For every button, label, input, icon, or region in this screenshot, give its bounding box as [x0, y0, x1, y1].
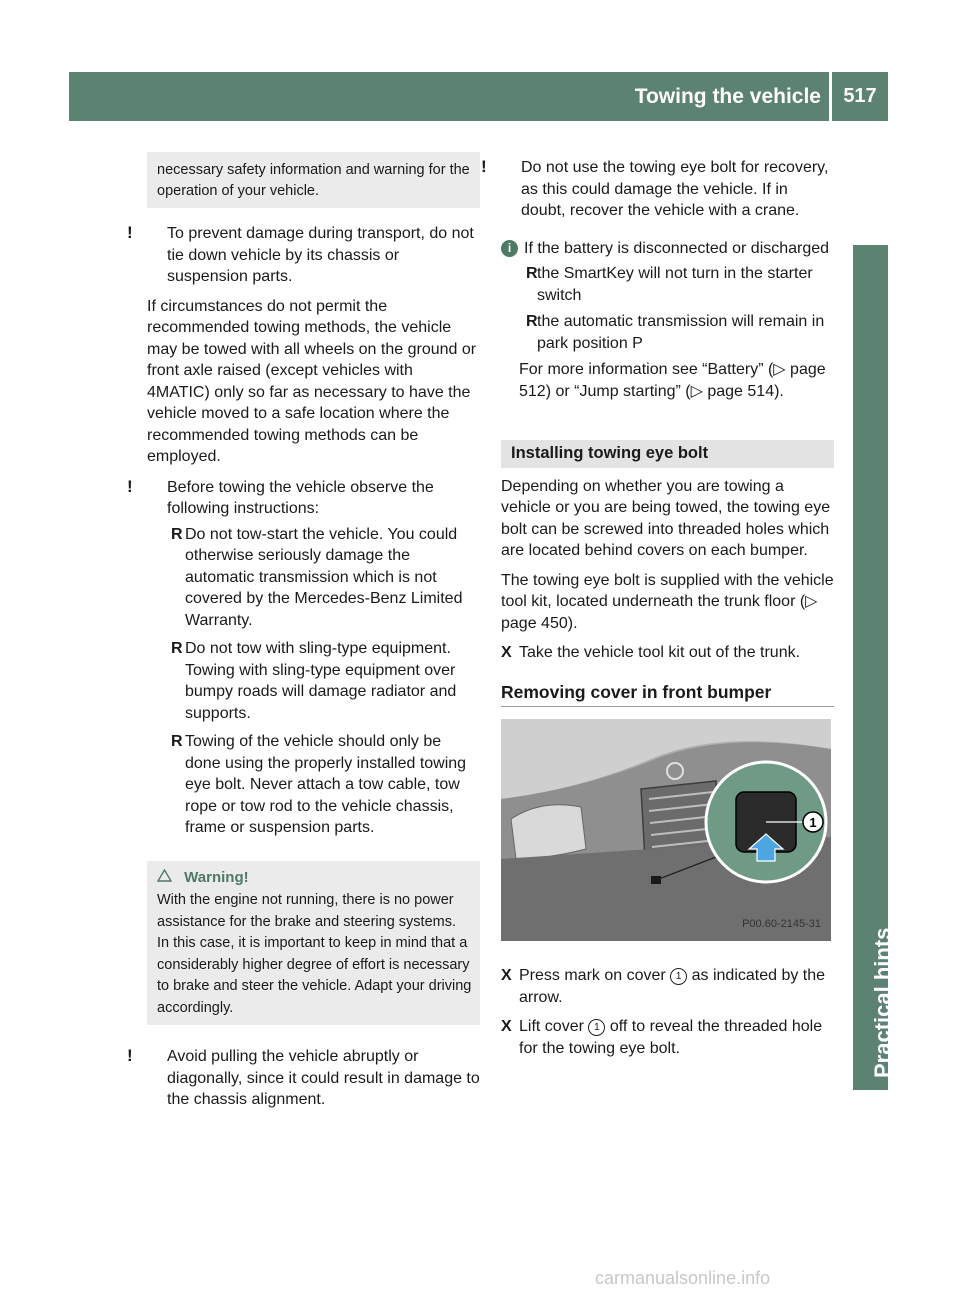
bullet-icon: R: [171, 640, 183, 657]
step-marker-icon: X: [501, 644, 512, 661]
step-take-tool-kit: X Take the vehicle tool kit out of the trunk.: [501, 642, 834, 664]
left-column: [127, 152, 480, 1119]
bullet-icon: R: [526, 265, 538, 282]
warning-heading: Warning!: [157, 867, 472, 889]
side-tab-label: Practical hints: [870, 927, 895, 1078]
info-list: [501, 263, 834, 402]
callout-1-icon: 1: [670, 968, 687, 985]
page-title: Towing the vehicle: [634, 85, 821, 108]
bullet-icon: R: [171, 733, 183, 750]
bumper-photo: [501, 719, 831, 941]
bullet-icon: R: [526, 313, 538, 330]
page-number: 517: [843, 85, 877, 107]
section-heading: Installing towing eye bolt: [501, 440, 834, 468]
caution-pulling: ! Avoid pulling the vehicle abruptly or diagonally, since it could result in damage to the chassis alignment.: [127, 1046, 480, 1108]
car-front-illustration: [501, 719, 831, 941]
step-press-mark: X Press mark on cover 1 as indicated by the arrow.: [501, 967, 826, 1006]
warning-box: [147, 861, 480, 1026]
exclamation-icon: !: [127, 1046, 133, 1065]
list-item: R Towing of the vehicle should only be done using the properly installed towing eye bolt. Never attach a tow cable, tow rope or tow rod to the vehicle chassis, frame or suspension parts.: [171, 733, 467, 836]
watermark: carmanualsonline.info: [595, 1268, 771, 1288]
note-box: necessary safety information and warning for the operation of your vehicle.: [147, 152, 480, 208]
step-lift-cover: X Lift cover 1 off to reveal the threaded hole for the towing eye bolt.: [501, 1018, 823, 1057]
right-column: [481, 156, 834, 1067]
step-marker-icon: X: [501, 1018, 512, 1035]
list-item: Rthe SmartKey will not turn in the starter switch: [526, 265, 813, 304]
list-item: Rthe automatic transmission will remain in park position P: [526, 313, 825, 352]
info-battery: i If the battery is disconnected or discharged: [501, 238, 834, 260]
photo-callout-1: 1: [809, 815, 817, 830]
warning-text: With the engine not running, there is no power assistance for the brake and steering systems. In this case, it is important to keep in mind that a considerably higher degree of effort is necessary to brake and steer the vehicle. Adapt your driving accordingly.: [157, 892, 472, 1016]
caution-transport: ! To prevent damage during transport, do not tie down vehicle by its chassis or suspension parts.: [127, 223, 474, 285]
tool-kit-paragraph: The towing eye bolt is supplied with the vehicle tool kit, located underneath the trunk floor (▷ page 450).: [501, 571, 834, 632]
list-item: R Do not tow with sling-type equipment. Towing with sling-type equipment over bumpy roads will damage radiator and supports.: [171, 640, 457, 722]
warning-triangle-icon: [157, 869, 176, 886]
callout-1-icon: 1: [588, 1019, 605, 1036]
step-marker-icon: X: [501, 967, 512, 984]
caution-eye-bolt: ! Do not use the towing eye bolt for recovery, as this could damage the vehicle. If in doubt, recover the vehicle with a crane.: [481, 157, 829, 219]
info-icon: i: [501, 240, 518, 257]
list-item: R Do not tow-start the vehicle. You could otherwise seriously damage the automatic transmission which is not covered by the Mercedes-Benz Limited Warranty.: [171, 525, 463, 629]
subsection-heading: Removing cover in front bumper: [501, 682, 834, 708]
caution-before-towing: ! Before towing the vehicle observe the following instructions:: [127, 476, 434, 517]
bullet-icon: R: [171, 525, 183, 543]
towing-paragraph: If circumstances do not permit the recommended towing methods, the vehicle may be towed with all wheels on the ground or front axle raised (except vehicles with 4MATIC) only so far as necessary to have the vehicle moved to a safe location where the recommended towing methods can be employed.: [147, 297, 477, 465]
eye-bolt-paragraph: Depending on whether you are towing a vehicle or you are being towed, the towing eye bolt can be screwed into threaded holes which are located behind covers on each bumper.: [501, 477, 831, 559]
exclamation-icon: !: [127, 476, 133, 496]
photo-code: P00.60-2145-31: [742, 917, 821, 930]
exclamation-icon: !: [127, 223, 133, 242]
info-more: For more information see “Battery” (▷ page 512) or “Jump starting” (▷ page 514).: [519, 361, 826, 400]
exclamation-icon: !: [481, 157, 487, 176]
